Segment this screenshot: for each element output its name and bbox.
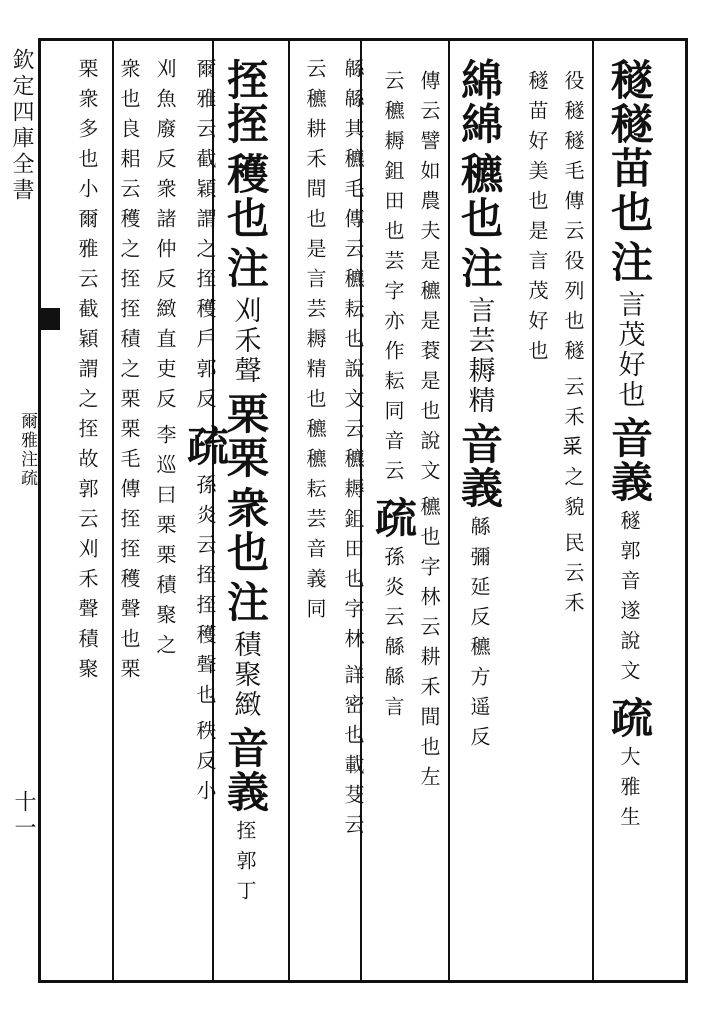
text-column-8-segment: 云穮耕禾間也是言芸耨精也穮穮耘芸音義同 <box>303 58 327 628</box>
text-column-9-segment: 積聚緻 <box>229 630 261 720</box>
text-column-9-segment: 注 <box>221 246 270 290</box>
text-column-4-segment: 音義 <box>455 422 504 510</box>
text-column-10-segment: 疏 <box>181 424 230 468</box>
text-column-9-segment: 刈禾聲 <box>229 296 261 386</box>
column-rule <box>592 41 594 980</box>
text-column-4-segment: 穮也 <box>455 152 504 240</box>
text-column-9-segment: 注 <box>221 580 270 624</box>
text-column-2-segment: 云禾𥝩之貌 <box>561 376 585 526</box>
text-column-12-segment: 衆也良耜云穫之挃挃積之栗栗毛傳挃挃穫聲也栗 <box>117 58 141 688</box>
text-column-1-segment: 音義 <box>605 416 654 504</box>
text-column-4-segment: 緜彌延反穮方遥反 <box>467 516 491 756</box>
text-column-3-segment: 穟苗好美也是言茂好也 <box>525 70 549 370</box>
text-column-10-segment: 秩反小 <box>193 720 217 810</box>
text-column-9-segment: 挃郭丁 <box>233 820 257 910</box>
text-column-6-segment: 孫炎云緜緜言 <box>381 546 405 726</box>
text-column-9-segment: 栗栗 <box>221 392 270 480</box>
text-column-1-segment: 穟穟苗也 <box>605 58 654 234</box>
text-column-7-segment: 詳密也載芟云 <box>341 664 365 844</box>
text-column-6-segment: 云穮耨鉏田也芸字亦作耘同音云 <box>381 70 405 490</box>
text-column-1-segment: 大雅生 <box>617 746 641 836</box>
text-column-9-segment: 挃挃 <box>221 58 270 146</box>
text-column-13-segment: 栗衆多也小爾雅云截穎謂之挃故郭云刈禾聲積聚 <box>75 58 99 688</box>
text-column-1-segment: 疏 <box>605 696 654 740</box>
text-column-2-segment: 民云禾 <box>561 532 585 622</box>
text-column-9-segment: 穫也 <box>221 152 270 240</box>
text-column-10-segment: 爾雅云截穎謂之挃穫戶郭反 <box>193 58 217 418</box>
margin-page-number: 十一 <box>11 790 36 842</box>
margin-fishtail <box>38 308 60 330</box>
text-column-4-segment: 綿綿 <box>455 58 504 146</box>
text-column-11-segment: 李巡曰栗栗積聚之 <box>153 424 177 664</box>
text-column-4-segment: 注 <box>455 246 504 290</box>
margin-title: 欽定四庫全書 <box>9 48 34 204</box>
text-column-1-segment: 言茂好也 <box>613 290 645 410</box>
text-column-7-segment: 緜緜其穮毛傳云穮耘也說文云穮耨鉏田也字林 <box>341 58 365 658</box>
text-column-11-segment: 刈魚廢反衆諸仲反緻直吏反 <box>153 58 177 418</box>
text-column-5-segment: 傳云譬如農夫是穮是蔉是也說文 <box>417 70 441 490</box>
column-rule <box>448 41 450 980</box>
text-column-5-segment: 穮也字林云耕禾間也左 <box>417 496 441 796</box>
text-column-2-segment: 役穟穟毛傳云役列也穟 <box>561 70 585 370</box>
text-column-6-segment: 疏 <box>369 496 418 540</box>
text-column-10-segment: 孫炎云挃挃穫聲也 <box>193 474 217 714</box>
text-column-1-segment: 注 <box>605 240 654 284</box>
margin-book-title: 爾雅注疏 <box>17 412 37 488</box>
column-rule <box>112 41 114 980</box>
text-column-9-segment: 衆也 <box>221 486 270 574</box>
text-column-1-segment: 穟郭音遂說文 <box>617 510 641 690</box>
text-column-9-segment: 音義 <box>221 726 270 814</box>
column-rule <box>288 41 290 980</box>
text-column-4-segment: 言芸耨精 <box>463 296 495 416</box>
